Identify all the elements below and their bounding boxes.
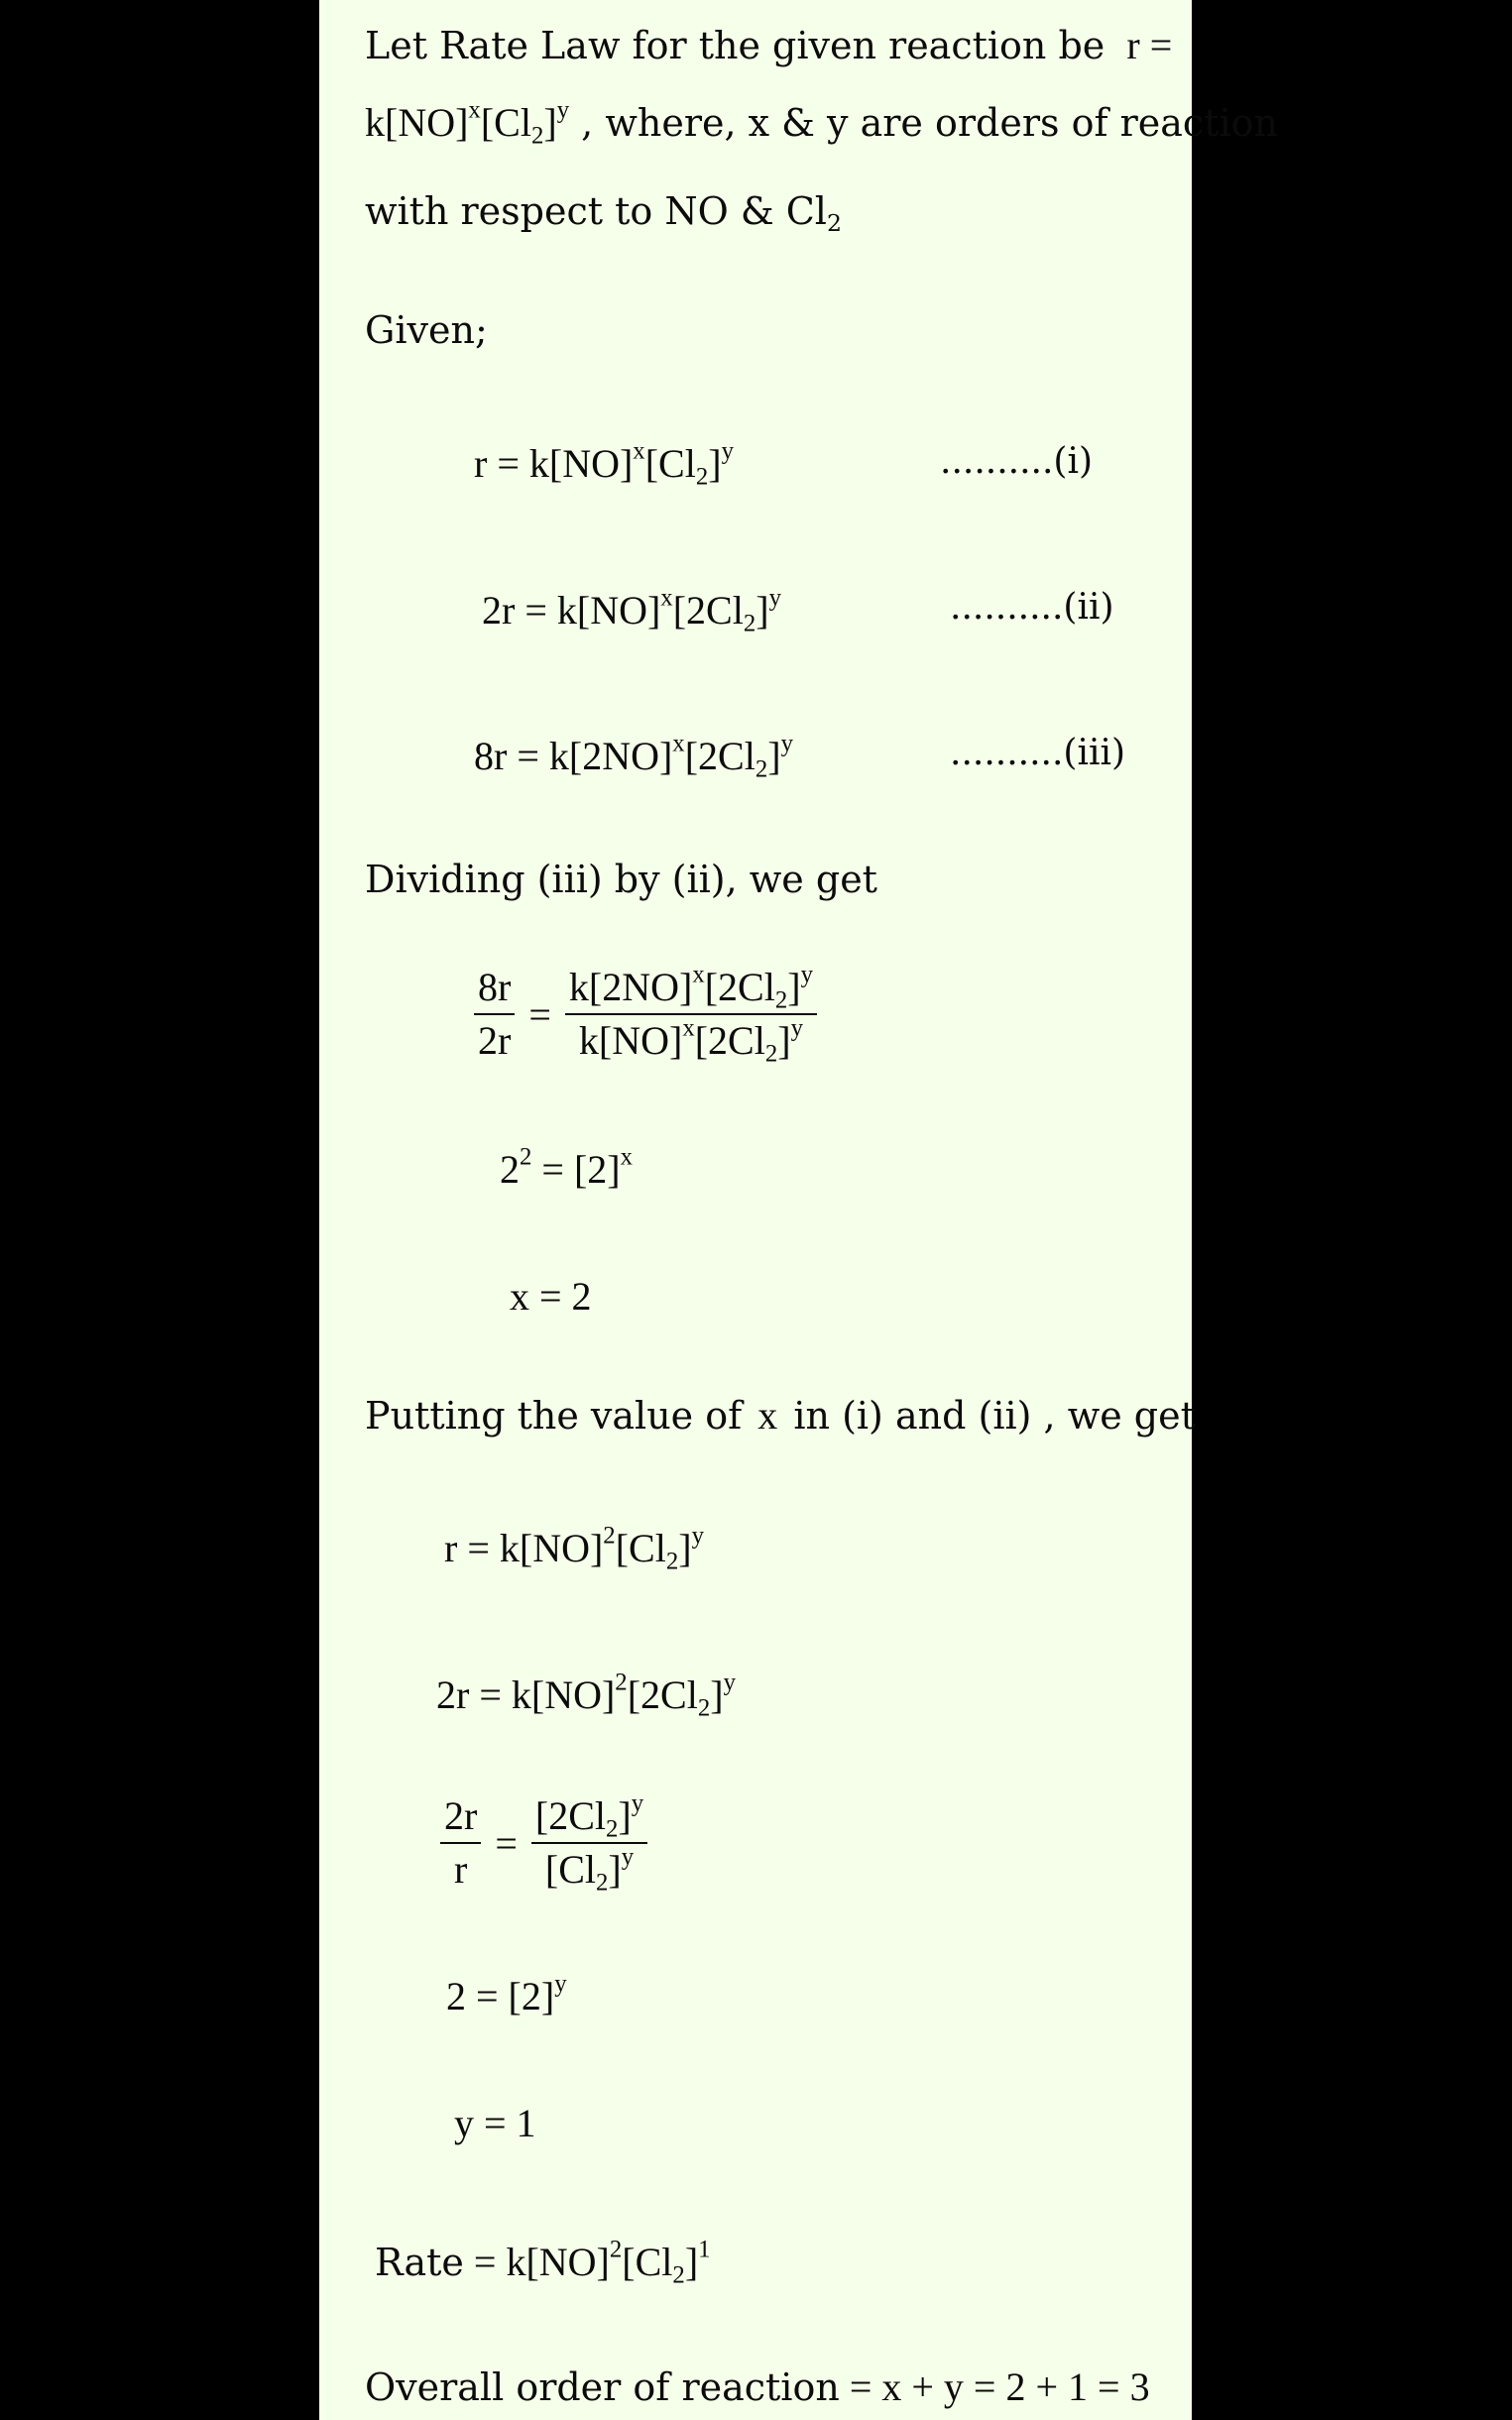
final-rate-law: Rate = $k[NO]^2[Cl_2]^1$ bbox=[375, 2236, 711, 2289]
overall-order: Overall order of reaction = x + y = 2 + 1 = 3 bbox=[365, 2364, 1150, 2409]
rate-law-expression: $k[NO]^x[Cl_2]^y$ bbox=[365, 96, 570, 150]
substituted-equation-1: $r = k[NO]^2[Cl_2]^y$ bbox=[444, 1522, 704, 1575]
equation-i-label: ..........(i) bbox=[940, 441, 1094, 482]
substituted-equation-2: $2r = k[NO]^2[2Cl_2]^y$ bbox=[436, 1669, 736, 1722]
intro-line-1-math: r = bbox=[1126, 23, 1173, 67]
fraction-right: $\frac{k[2NO]^x[2Cl_2]^y}{k[NO]^x[2Cl_2]^y}$ bbox=[565, 968, 817, 1061]
fraction-y-right: $\frac{[2Cl_2]^y}{[Cl_2]^y}$ bbox=[531, 1796, 647, 1890]
fraction-left: $\frac{8r}{2r}$ bbox=[474, 968, 515, 1061]
equation-i: $r = k[NO]^x[Cl_2]^y$ bbox=[474, 437, 734, 491]
putting-text: Putting the value of x in (i) and (ii) , we get bbox=[365, 1393, 1196, 1438]
equation-iii-label: ..........(iii) bbox=[950, 733, 1126, 773]
dividing-text: Dividing (iii) by (ii), we get bbox=[365, 858, 877, 901]
given-label: Given; bbox=[365, 308, 488, 352]
intro-line-3: with respect to NO & $Cl_2$ bbox=[365, 189, 842, 238]
equation-ii: $2r = k[NO]^x[2Cl_2]^y$ bbox=[482, 584, 781, 637]
fraction-y-left: $\frac{2r}{r}$ bbox=[440, 1796, 481, 1890]
intro-line-1 bbox=[365, 23, 1173, 67]
intro-line-2-text: , where, x & y are orders of reaction bbox=[569, 101, 1278, 145]
equation-iii: $8r = k[2NO]^x[2Cl_2]^y$ bbox=[474, 730, 793, 783]
intro-line-2 bbox=[365, 96, 1278, 150]
equation-ii-label: ..........(ii) bbox=[950, 587, 1114, 628]
x-value: x = 2 bbox=[510, 1274, 592, 1319]
power-step: $2^2 = [2]^x$ bbox=[500, 1143, 634, 1192]
y-power-step: $2 = [2]^y$ bbox=[446, 1970, 567, 2018]
solution-page bbox=[319, 0, 1278, 2420]
intro-line-1-text: Let Rate Law for the given reaction be bbox=[365, 24, 1105, 67]
fraction-division: $\frac{8r}{2r}$ = $\frac{k[2NO]^x[2Cl_2]^y}{k[NO]^x[2Cl_2]^y}$ bbox=[474, 968, 817, 1061]
y-value: y = 1 bbox=[454, 2101, 536, 2145]
fraction-y: $\frac{2r}{r}$ = $\frac{[2Cl_2]^y}{[Cl_2]^y}$ bbox=[440, 1796, 647, 1890]
